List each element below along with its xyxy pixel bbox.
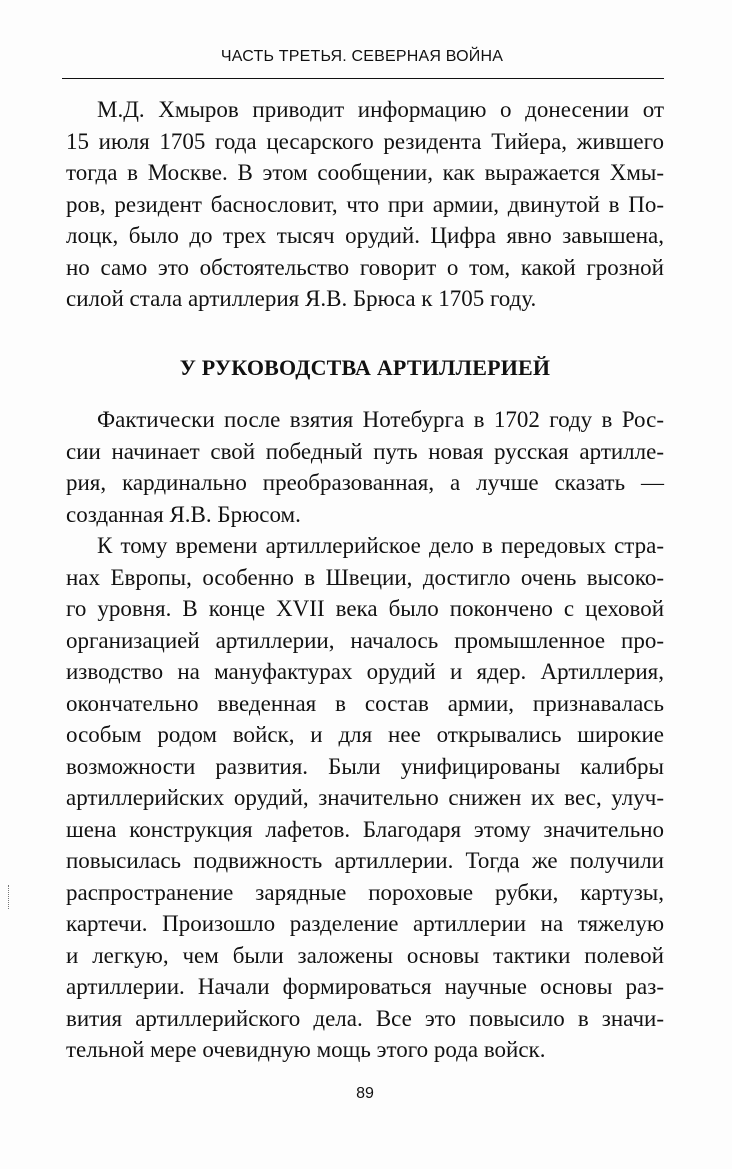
text-line: повысилась подвижность артиллерии. Тогда же получили (66, 848, 664, 873)
text-line: ров, резидент баснословит, что при армии, двинутой в По- (66, 191, 664, 217)
text-line: организацией артиллерии, началось промышленное про- (66, 627, 664, 653)
text-line: созданная Я.В. Брюсом. (66, 501, 301, 527)
text-line: тогда в Москве. В этом сообщении, как выражается Хмы- (66, 160, 664, 185)
text-line: Фактически после взятия Нотебурга в 1702 году в Рос- (97, 407, 664, 432)
paragraphs-2-3 (66, 404, 664, 1066)
text-line: и легкую, чем были заложены основы тактики полевой (66, 942, 664, 968)
text-line: силой стала артиллерия Я.В. Брюса к 1705 году. (66, 286, 537, 311)
text-line: артиллерийских орудий, значительно снижен их вес, улуч- (66, 785, 664, 810)
text-line: тельной мере очевидную мощь этого рода войск. (66, 1037, 546, 1062)
text-line: вития артиллерийского дела. Все это повысило в значи- (66, 1005, 664, 1031)
text-line: шена конструкция лафетов. Благодаря этому значительно (66, 816, 664, 842)
text-line: М.Д. Хмыров приводит информацию о донесении от (97, 97, 664, 122)
paragraph-1 (66, 94, 664, 315)
text-line: картечи. Произошло разделение артиллерии на тяжелую (66, 911, 664, 936)
running-head: ЧАСТЬ ТРЕТЬЯ. СЕВЕРНАЯ ВОЙНА (220, 48, 504, 65)
scan-edge-mark (8, 885, 11, 909)
section-heading: У РУКОВОДСТВА АРТИЛЛЕРИЕЙ (179, 355, 551, 380)
text-line: рия, кардинально преобразованная, а лучше сказать — (66, 470, 664, 495)
text-line: окончательно введенная в состав армии, признавалась (66, 690, 664, 716)
text-line: К тому времени артиллерийское дело в передовых стра- (97, 533, 664, 558)
text-line: особым родом войск, и для нее открывались широкие (66, 722, 664, 747)
text-line: сии начинает свой победный путь новая русская артилле- (66, 438, 664, 464)
text-line: 15 июля 1705 года цесарского резидента Тийера, жившего (66, 128, 664, 154)
text-line: изводство на мануфактурах орудий и ядер. Артиллерия, (66, 659, 664, 684)
text-line: распространение зарядные пороховые рубки, картузы, (66, 879, 664, 905)
text-line: нах Европы, особенно в Швеции, достигло очень высоко- (66, 564, 664, 590)
text-line: но само это обстоятельство говорит о том, какой грозной (66, 254, 664, 280)
text-line: лоцк, было до трех тысяч орудий. Цифра явно завышена, (66, 223, 664, 248)
text-line: го уровня. В конце XVII века было покончено с цеховой (66, 596, 664, 621)
text-line: артиллерии. Начали формироваться научные основы раз- (66, 974, 664, 999)
header-rule (62, 78, 664, 79)
page-number: 89 (356, 1085, 374, 1102)
text-line: возможности развития. Были унифицированы калибры (66, 753, 664, 779)
